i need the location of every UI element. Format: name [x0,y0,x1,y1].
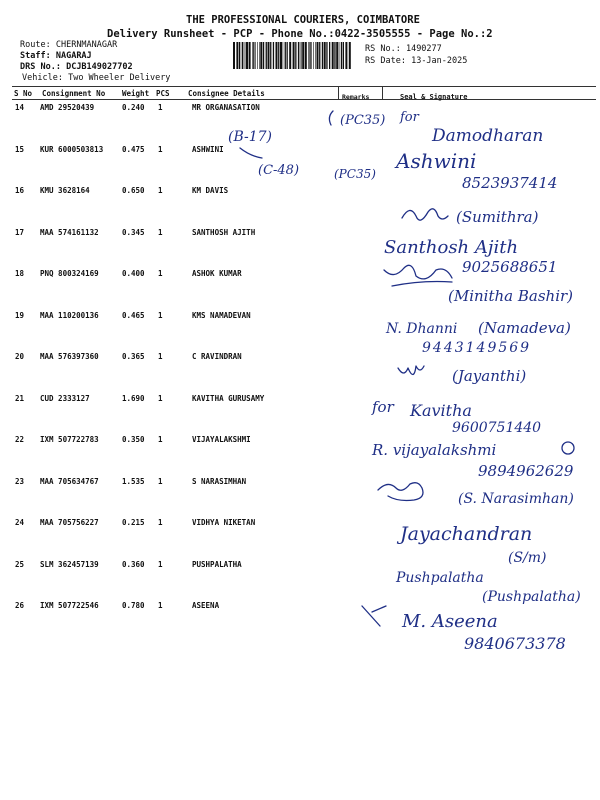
col-consignment: Consignment No [42,89,106,98]
staff-value: NAGARAJ [55,51,92,61]
cell-consignment: PNQ 800324169 [40,269,99,278]
vehicle-line [22,73,170,83]
seal-divider [382,86,383,100]
cell-consignee: KAVITHA GURUSAMY [192,394,265,403]
cell-pcs: 1 [158,186,163,195]
rs-date-line [365,56,467,66]
cell-consignee: MR ORGANASATION [192,103,260,112]
cell-consignment: MAA 110200136 [40,311,99,320]
cell-consignee: KM DAVIS [192,186,229,195]
cell-weight: 0.365 [122,352,145,361]
ink-stroke [329,111,333,125]
cell-weight: 0.215 [122,518,145,527]
cell-consignee: C RAVINDRAN [192,352,242,361]
drs-value: DCJB149027702 [66,62,133,72]
hw-r15-c48: (C-48) [258,163,300,178]
staff-line [20,51,92,61]
col-sno: S No [14,89,33,98]
hw-r21-for: for [372,398,394,416]
cell-sno: 16 [15,186,25,195]
table-top-rule [12,86,596,87]
barcode-icon [232,42,352,69]
hw-r19-phone: 9443149569 [422,340,532,356]
cell-weight: 0.780 [122,601,145,610]
ink-stroke [240,148,262,158]
hw-r19-sig: N. Dhanni [386,321,458,337]
cell-weight: 0.475 [122,145,145,154]
table-header-rule [12,99,596,100]
rs-no-label: RS No.: [365,44,401,54]
cell-pcs: 1 [158,269,163,278]
cell-pcs: 1 [158,394,163,403]
col-remarks: Remarks [342,93,370,101]
hw-r19-name: (Namadeva) [478,319,571,337]
hw-r24-name: Jayachandran [400,523,533,545]
cell-weight: 0.345 [122,228,145,237]
cell-consignee: ASHOK KUMAR [192,269,242,278]
vehicle-label: Vehicle: [22,73,63,83]
sheet-title: Delivery Runsheet - PCP - Phone No.:0422-3505555 - Page No.:2 [107,28,493,40]
ink-stroke [392,282,452,287]
cell-pcs: 1 [158,560,163,569]
hw-r14-code: (PC35) [340,113,386,128]
cell-consignee: PUSHPALATHA [192,560,242,569]
hw-r26-name: M. Aseena [402,611,498,632]
hw-r23-name: (S. Narasimhan) [458,491,574,507]
cell-pcs: 1 [158,228,163,237]
cell-pcs: 1 [158,477,163,486]
cell-sno: 22 [15,435,25,444]
hw-r15-phone: 8523937414 [462,174,558,192]
col-consignee: Consignee Details [188,89,265,98]
hw-r17-phone: 9025688651 [462,258,558,276]
cell-consignee: VIJAYALAKSHMI [192,435,251,444]
cell-weight: 0.400 [122,269,145,278]
cell-consignee: KMS NAMADEVAN [192,311,251,320]
ink-stroke [362,606,386,626]
hw-r25-sm: (S/m) [508,550,547,566]
cell-weight: 1.535 [122,477,145,486]
hw-r18-name: (Minitha Bashir) [448,287,574,305]
cell-consignment: IXM 507722546 [40,601,99,610]
cell-consignment: MAA 574161132 [40,228,99,237]
hw-r14-for: for [400,110,419,125]
cell-consignment: MAA 576397360 [40,352,99,361]
cell-consignee: ASHWINI [192,145,224,154]
cell-sno: 17 [15,228,25,237]
hw-r15-name: Ashwini [396,149,477,173]
hw-r17-name: Santhosh Ajith [384,237,519,258]
ink-stroke [402,209,448,220]
cell-consignment: IXM 507722783 [40,435,99,444]
cell-weight: 0.350 [122,435,145,444]
route-label: Route: [20,40,51,50]
drs-label: DRS No.: [20,62,61,72]
hw-r15-b17: (B-17) [228,129,273,145]
cell-sno: 15 [15,145,25,154]
cell-sno: 26 [15,601,25,610]
cell-weight: 0.650 [122,186,145,195]
rs-date-value: 13-Jan-2025 [411,56,468,66]
cell-sno: 21 [15,394,25,403]
cell-consignment: KUR 6000503813 [40,145,104,154]
cell-pcs: 1 [158,435,163,444]
cell-consignment: CUD 2333127 [40,394,90,403]
ink-stroke [384,265,452,279]
cell-consignment: KMU 3628164 [40,186,90,195]
hw-r22-name: R. vijayalakshmi [372,441,497,459]
cell-pcs: 1 [158,352,163,361]
route-value: CHERNMANAGAR [55,40,118,50]
cell-weight: 1.690 [122,394,145,403]
hw-r15-code: (PC35) [334,167,376,181]
ink-stroke [378,483,423,501]
hw-r16-name: (Sumithra) [456,208,539,226]
hw-r14-name: Damodharan [432,126,544,146]
cell-sno: 24 [15,518,25,527]
route-line [20,40,117,50]
rs-date-label: RS Date: [365,56,406,66]
cell-consignment: MAA 705756227 [40,518,99,527]
rs-no-value: 1490277 [405,44,442,54]
ink-stroke [398,366,424,375]
hw-r25-name: (Pushpalatha) [482,589,581,605]
hw-r26-phone: 9840673378 [464,634,566,653]
cell-consignee: VIDHYA NIKETAN [192,518,256,527]
cell-pcs: 1 [158,601,163,610]
cell-consignment: AMD 29520439 [40,103,95,112]
cell-sno: 18 [15,269,25,278]
cell-sno: 19 [15,311,25,320]
col-seal: Seal & Signature [400,93,468,101]
hw-r20-name: (Jayanthi) [452,367,527,385]
cell-consignment: SLM 362457139 [40,560,99,569]
cell-pcs: 1 [158,311,163,320]
cell-pcs: 1 [158,518,163,527]
cell-consignment: MAA 705634767 [40,477,99,486]
cell-sno: 20 [15,352,25,361]
hw-r22-phone: 9894962629 [478,462,574,480]
cell-sno: 23 [15,477,25,486]
cell-weight: 0.465 [122,311,145,320]
col-pcs: PCS [156,89,170,98]
company-name: THE PROFESSIONAL COURIERS, COIMBATORE [186,14,420,26]
cell-pcs: 1 [158,103,163,112]
cell-pcs: 1 [158,145,163,154]
hw-r21-name: Kavitha [410,401,472,420]
staff-label: Staff: [20,51,51,61]
vehicle-value: Two Wheeler Delivery [68,73,171,83]
hw-r25-sig: Pushpalatha [396,570,484,586]
remarks-divider [338,86,339,100]
cell-weight: 0.360 [122,560,145,569]
hw-r21-phone: 9600751440 [452,420,542,436]
drs-line [20,62,133,72]
col-weight: Weight [122,89,150,98]
cell-sno: 14 [15,103,25,112]
ink-stroke [562,442,574,454]
cell-sno: 25 [15,560,25,569]
cell-weight: 0.240 [122,103,145,112]
cell-consignee: S NARASIMHAN [192,477,247,486]
rs-no-line [365,44,442,54]
cell-consignee: ASEENA [192,601,220,610]
cell-consignee: SANTHOSH AJITH [192,228,256,237]
